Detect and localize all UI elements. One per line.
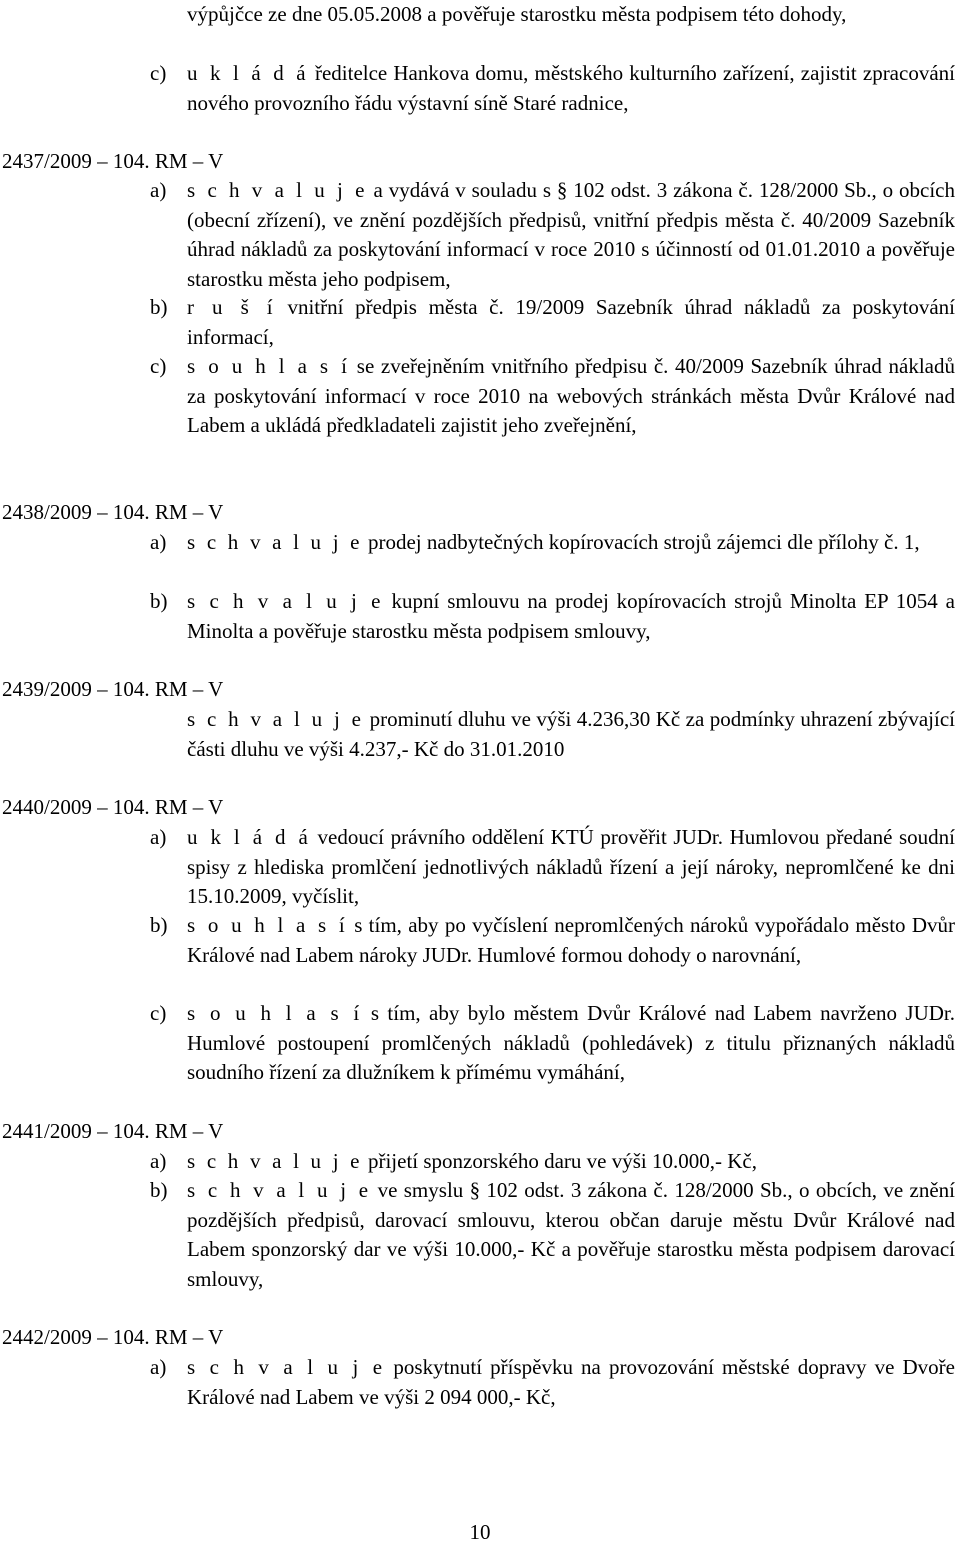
item-label: c) xyxy=(150,354,167,378)
resolution-verb: s o u h l a s í xyxy=(187,354,351,378)
item-text xyxy=(187,1353,955,1412)
resolution-verb: s o u h l a s í xyxy=(187,913,348,937)
item-text xyxy=(187,59,955,118)
item-text xyxy=(187,293,955,352)
resolution-verb: s c h v a l u j e xyxy=(187,1178,372,1202)
item-label: a) xyxy=(150,178,167,202)
item-label: b) xyxy=(150,589,168,613)
item-body: ve smyslu § 102 odst. 3 zákona č. 128/2000 Sb., o obcích, ve znění pozdějších předpisů, darovací smlouvu, kterou občan daruje městu Dvůr Králové nad Labem sponzorský dar ve výši 10.000,- Kč a pověřuje starostku města podpisem darovací smlouvy, xyxy=(187,1178,955,1291)
resolution-verb: s c h v a l u j e xyxy=(187,1149,363,1173)
item-body: vnitřní předpis města č. 19/2009 Sazebník úhrad nákladů za poskytování informací, xyxy=(187,295,955,349)
item-body: prodej nadbytečných kopírovacích strojů zájemci dle přílohy č. 1, xyxy=(362,530,920,554)
item-body: vedoucí právního oddělení KTÚ prověřit JUDr. Humlovou předané soudní spisy z hlediska promlčení jednotlivých nákladů řízení a její nároky, nepromlčené ke dni 15.10.2009, vyčíslit, xyxy=(187,825,955,908)
resolution-verb: s o u h l a s í xyxy=(187,1001,363,1025)
item-label: b) xyxy=(150,295,168,319)
item-label: c) xyxy=(150,61,167,85)
resolution-heading-2442: 2442/2009 – 104. RM – V xyxy=(2,1325,224,1349)
resolution-heading-2440: 2440/2009 – 104. RM – V xyxy=(2,795,224,819)
item-body: s tím, aby po vyčíslení nepromlčených nároků vypořádalo město Dvůr Králové nad Labem nároky JUDr. Humlové formou dohody o narovnání, xyxy=(187,913,955,967)
item-body: poskytnutí příspěvku na provozování městské dopravy ve Dvoře Králové nad Labem ve výši 2 094 000,- Kč, xyxy=(187,1355,955,1409)
resolution-verb: s c h v a l u j e xyxy=(187,1355,386,1379)
item-label: b) xyxy=(150,913,168,937)
item-label: a) xyxy=(150,825,167,849)
item-body: přijetí sponzorského daru ve výši 10.000,- Kč, xyxy=(362,1149,757,1173)
resolution-heading-2438: 2438/2009 – 104. RM – V xyxy=(2,500,224,524)
item-label: c) xyxy=(150,1001,167,1025)
item-text xyxy=(187,352,955,441)
item-body: s tím, aby bylo městem Dvůr Králové nad Labem navrženo JUDr. Humlové postoupení promlčených nákladů (pohledávek) z titulu přiznaných nákladů soudního řízení za dlužníkem k přímému vymáhání, xyxy=(187,1001,955,1084)
resolution-heading-2439: 2439/2009 – 104. RM – V xyxy=(2,677,224,701)
item-text xyxy=(187,176,955,294)
resolution-verb: u k l á d á xyxy=(187,825,311,849)
item-label: a) xyxy=(150,1355,167,1379)
item-body: kupní smlouvu na prodej kopírovacích strojů Minolta EP 1054 a Minolta a pověřuje starostku města podpisem smlouvy, xyxy=(187,589,955,643)
item-text xyxy=(187,587,955,646)
resolution-verb: s c h v a l u j e xyxy=(187,178,368,202)
item-body: prominutí dluhu ve výši 4.236,30 Kč za podmínky uhrazení zbývající části dluhu ve výši 4.237,- Kč do 31.01.2010 xyxy=(187,707,955,761)
item-text xyxy=(187,528,955,558)
item-text xyxy=(187,823,955,912)
item-text xyxy=(187,999,955,1088)
item-label: a) xyxy=(150,530,167,554)
resolution-heading-2437: 2437/2009 – 104. RM – V xyxy=(2,149,224,173)
resolution-verb: s c h v a l u j e xyxy=(187,530,363,554)
resolution-verb: s c h v a l u j e xyxy=(187,707,365,731)
page-number: 10 xyxy=(469,1520,491,1544)
item-body: ředitelce Hankova domu, městského kulturního zařízení, zajistit zpracování nového provozního řádu výstavní síně Staré radnice, xyxy=(187,61,955,115)
resolution-2439-text xyxy=(187,705,955,764)
resolution-verb: s c h v a l u j e xyxy=(187,589,384,613)
item-label: b) xyxy=(150,1178,168,1202)
item-body: a vydává v souladu s § 102 odst. 3 zákona č. 128/2000 Sb., o obcích (obecní zřízení), ve znění pozdějších předpisů, vnitřní předpis města č. 40/2009 Sazebník úhrad nákladů za poskytování informací v roce 2010 s účinností od 01.01.2010 a pověřuje starostku města jeho podpisem, xyxy=(187,178,955,291)
item-text xyxy=(187,1147,955,1177)
item-body: se zveřejněním vnitřního předpisu č. 40/2009 Sazebník úhrad nákladů za poskytování informací v roce 2010 na webových stránkách města Dvůr Králové nad Labem a ukládá předkladateli zajistit jeho zveřejnění, xyxy=(187,354,955,437)
resolution-heading-2441: 2441/2009 – 104. RM – V xyxy=(2,1119,224,1143)
item-text xyxy=(187,1176,955,1294)
resolution-verb: u k l á d á xyxy=(187,61,309,85)
intro-continuation: výpůjčce ze dne 05.05.2008 a pověřuje starostku města podpisem této dohody, xyxy=(187,2,847,26)
resolution-verb: r u š í xyxy=(187,295,276,319)
item-label: a) xyxy=(150,1149,167,1173)
item-text xyxy=(187,911,955,970)
